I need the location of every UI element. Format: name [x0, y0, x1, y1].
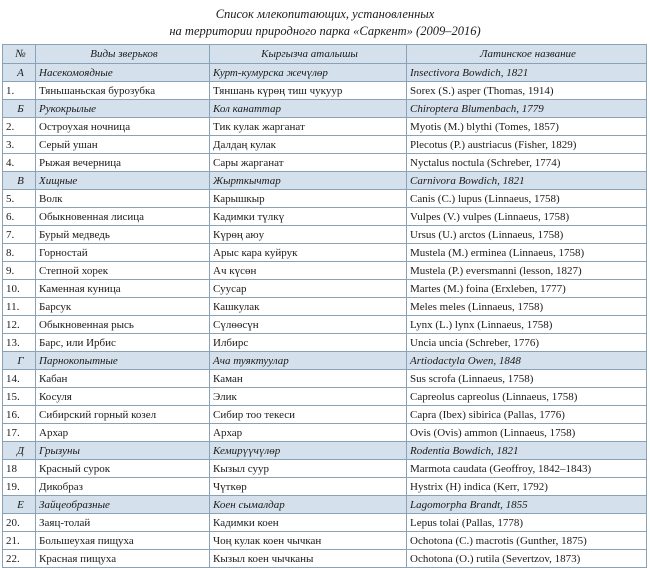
- table-row: [3, 334, 647, 352]
- cell-species-ru: Хищные: [36, 172, 210, 190]
- cell-species-ky: Карышкыр: [210, 190, 407, 208]
- cell-species-ru: Волк: [36, 190, 210, 208]
- cell-species-ru: Зайцеобразные: [36, 496, 210, 514]
- cell-species-ru: Архар: [36, 424, 210, 442]
- cell-species-ky: Кадимки түлкү: [210, 208, 407, 226]
- cell-species-ky: Далдаң кулак: [210, 136, 407, 154]
- table-row: [3, 514, 647, 532]
- cell-latin-name: Capreolus capreolus (Linnaeus, 1758): [407, 388, 647, 406]
- table-row: [3, 244, 647, 262]
- cell-species-ky: Сибир тоо текеси: [210, 406, 407, 424]
- cell-species-ky: Суусар: [210, 280, 407, 298]
- cell-number: 13.: [3, 334, 36, 352]
- table-row: [3, 370, 647, 388]
- cell-species-ky: Арыс кара куйрук: [210, 244, 407, 262]
- cell-number: 21.: [3, 532, 36, 550]
- cell-latin-name: Carnivora Bowdich, 1821: [407, 172, 647, 190]
- cell-species-ky: Тик кулак жарганат: [210, 118, 407, 136]
- cell-species-ru: Тяньшаньская бурозубка: [36, 82, 210, 100]
- cell-species-ky: Кызыл коен чычканы: [210, 550, 407, 568]
- cell-species-ru: Кабан: [36, 370, 210, 388]
- cell-latin-name: Vulpes (V.) vulpes (Linnaeus, 1758): [407, 208, 647, 226]
- species-table: [2, 44, 647, 568]
- table-header-row: [3, 45, 647, 64]
- table-row: [3, 298, 647, 316]
- header-latin-name: Латинское название: [407, 45, 647, 64]
- cell-species-ky: Кемирүүчүлөр: [210, 442, 407, 460]
- cell-latin-name: Ursus (U.) arctos (Linnaeus, 1758): [407, 226, 647, 244]
- cell-species-ru: Рыжая вечерница: [36, 154, 210, 172]
- cell-number: 11.: [3, 298, 36, 316]
- cell-species-ru: Насекомоядные: [36, 64, 210, 82]
- cell-species-ru: Большеухая пищуха: [36, 532, 210, 550]
- cell-species-ky: Чүткөр: [210, 478, 407, 496]
- cell-species-ru: Горностай: [36, 244, 210, 262]
- cell-species-ky: Илбирс: [210, 334, 407, 352]
- cell-number: 9.: [3, 262, 36, 280]
- table-group-row: [3, 442, 647, 460]
- cell-number: 19.: [3, 478, 36, 496]
- cell-species-ru: Парнокопытные: [36, 352, 210, 370]
- cell-number: 2.: [3, 118, 36, 136]
- cell-species-ky: Жырткычтар: [210, 172, 407, 190]
- cell-latin-name: Insectivora Bowdich, 1821: [407, 64, 647, 82]
- cell-number: 8.: [3, 244, 36, 262]
- cell-species-ky: Кызыл суур: [210, 460, 407, 478]
- table-row: [3, 460, 647, 478]
- table-row: [3, 226, 647, 244]
- cell-number: 16.: [3, 406, 36, 424]
- table-group-row: [3, 172, 647, 190]
- header-species-ru: Виды зверьков: [36, 45, 210, 64]
- cell-latin-name: Ovis (Ovis) ammon (Linnaeus, 1758): [407, 424, 647, 442]
- cell-number: 18: [3, 460, 36, 478]
- cell-number: В: [3, 172, 36, 190]
- cell-species-ru: Обыкновенная лисица: [36, 208, 210, 226]
- document-title: [0, 0, 650, 44]
- table-row: [3, 532, 647, 550]
- cell-latin-name: Mustela (M.) erminea (Linnaeus, 1758): [407, 244, 647, 262]
- cell-species-ru: Заяц-толай: [36, 514, 210, 532]
- header-number: №: [3, 45, 36, 64]
- cell-latin-name: Ochotona (O.) rutila (Severtzov, 1873): [407, 550, 647, 568]
- cell-number: Г: [3, 352, 36, 370]
- cell-number: 4.: [3, 154, 36, 172]
- cell-species-ru: Дикобраз: [36, 478, 210, 496]
- cell-latin-name: Martes (M.) foina (Erxleben, 1777): [407, 280, 647, 298]
- cell-species-ru: Серый ушан: [36, 136, 210, 154]
- table-row: [3, 190, 647, 208]
- cell-latin-name: Ochotona (C.) macrotis (Gunther, 1875): [407, 532, 647, 550]
- cell-latin-name: Hystrix (H) indica (Kerr, 1792): [407, 478, 647, 496]
- table-group-row: [3, 352, 647, 370]
- cell-latin-name: Nyctalus noctula (Schreber, 1774): [407, 154, 647, 172]
- cell-species-ru: Обыкновенная рысь: [36, 316, 210, 334]
- cell-latin-name: Chiroptera Blumenbach, 1779: [407, 100, 647, 118]
- cell-species-ky: Кашкулак: [210, 298, 407, 316]
- cell-latin-name: Lepus tolai (Pallas, 1778): [407, 514, 647, 532]
- table-row: [3, 208, 647, 226]
- table-row: [3, 478, 647, 496]
- cell-species-ru: Косуля: [36, 388, 210, 406]
- cell-species-ky: Тяншань күрөң тиш чукуур: [210, 82, 407, 100]
- cell-latin-name: Capra (Ibex) sibirica (Pallas, 1776): [407, 406, 647, 424]
- cell-number: 22.: [3, 550, 36, 568]
- table-group-row: [3, 100, 647, 118]
- cell-latin-name: Sus scrofa (Linnaeus, 1758): [407, 370, 647, 388]
- cell-species-ky: Курт-кумурска жечүлөр: [210, 64, 407, 82]
- table-row: [3, 262, 647, 280]
- cell-latin-name: Plecotus (P.) austriacus (Fisher, 1829): [407, 136, 647, 154]
- cell-species-ky: Күрөң аюу: [210, 226, 407, 244]
- table-row: [3, 82, 647, 100]
- title-line-1: Список млекопитающих, установленных: [215, 7, 435, 21]
- cell-latin-name: Canis (C.) lupus (Linnaeus, 1758): [407, 190, 647, 208]
- cell-species-ru: Красный сурок: [36, 460, 210, 478]
- cell-latin-name: Myotis (M.) blythi (Tomes, 1857): [407, 118, 647, 136]
- cell-number: 12.: [3, 316, 36, 334]
- cell-species-ky: Архар: [210, 424, 407, 442]
- cell-species-ky: Каман: [210, 370, 407, 388]
- table-row: [3, 136, 647, 154]
- cell-latin-name: Uncia uncia (Schreber, 1776): [407, 334, 647, 352]
- cell-number: А: [3, 64, 36, 82]
- cell-species-ru: Каменная куница: [36, 280, 210, 298]
- cell-number: 15.: [3, 388, 36, 406]
- cell-species-ru: Сибирский горный козел: [36, 406, 210, 424]
- cell-species-ru: Степной хорек: [36, 262, 210, 280]
- table-row: [3, 316, 647, 334]
- cell-species-ru: Бурый медведь: [36, 226, 210, 244]
- title-line-2: на территории природного парка «Саркент» (2009–2016): [169, 24, 481, 38]
- table-row: [3, 424, 647, 442]
- cell-number: 6.: [3, 208, 36, 226]
- cell-latin-name: Meles meles (Linnaeus, 1758): [407, 298, 647, 316]
- cell-species-ky: Кадимки коен: [210, 514, 407, 532]
- table-row: [3, 406, 647, 424]
- cell-species-ru: Барс, или Ирбис: [36, 334, 210, 352]
- cell-number: 14.: [3, 370, 36, 388]
- cell-species-ru: Красная пищуха: [36, 550, 210, 568]
- cell-number: 1.: [3, 82, 36, 100]
- cell-number: 17.: [3, 424, 36, 442]
- header-species-ky: Кыргызча аталышы: [210, 45, 407, 64]
- cell-latin-name: Marmota caudata (Geoffroy, 1842–1843): [407, 460, 647, 478]
- cell-latin-name: Mustela (P.) eversmanni (lesson, 1827): [407, 262, 647, 280]
- cell-species-ru: Рукокрылые: [36, 100, 210, 118]
- cell-number: Б: [3, 100, 36, 118]
- cell-species-ky: Ач күсөн: [210, 262, 407, 280]
- cell-number: 10.: [3, 280, 36, 298]
- cell-number: 3.: [3, 136, 36, 154]
- cell-species-ky: Чоң кулак коен чычкан: [210, 532, 407, 550]
- table-row: [3, 280, 647, 298]
- cell-species-ru: Барсук: [36, 298, 210, 316]
- cell-number: Е: [3, 496, 36, 514]
- cell-latin-name: Lagomorpha Brandt, 1855: [407, 496, 647, 514]
- cell-species-ky: Коен сымалдар: [210, 496, 407, 514]
- cell-latin-name: Artiodactyla Owen, 1848: [407, 352, 647, 370]
- table-row: [3, 388, 647, 406]
- cell-species-ru: Остроухая ночница: [36, 118, 210, 136]
- cell-latin-name: Lynx (L.) lynx (Linnaeus, 1758): [407, 316, 647, 334]
- cell-number: Д: [3, 442, 36, 460]
- table-row: [3, 550, 647, 568]
- cell-number: 7.: [3, 226, 36, 244]
- cell-species-ru: Грызуны: [36, 442, 210, 460]
- cell-species-ky: Кол канаттар: [210, 100, 407, 118]
- cell-species-ky: Сары жарганат: [210, 154, 407, 172]
- table-group-row: [3, 64, 647, 82]
- cell-number: 20.: [3, 514, 36, 532]
- table-row: [3, 154, 647, 172]
- cell-number: 5.: [3, 190, 36, 208]
- cell-species-ky: Сүлөөсүн: [210, 316, 407, 334]
- cell-latin-name: Sorex (S.) asper (Thomas, 1914): [407, 82, 647, 100]
- cell-species-ky: Ача туяктуулар: [210, 352, 407, 370]
- table-group-row: [3, 496, 647, 514]
- cell-latin-name: Rodentia Bowdich, 1821: [407, 442, 647, 460]
- cell-species-ky: Элик: [210, 388, 407, 406]
- table-row: [3, 118, 647, 136]
